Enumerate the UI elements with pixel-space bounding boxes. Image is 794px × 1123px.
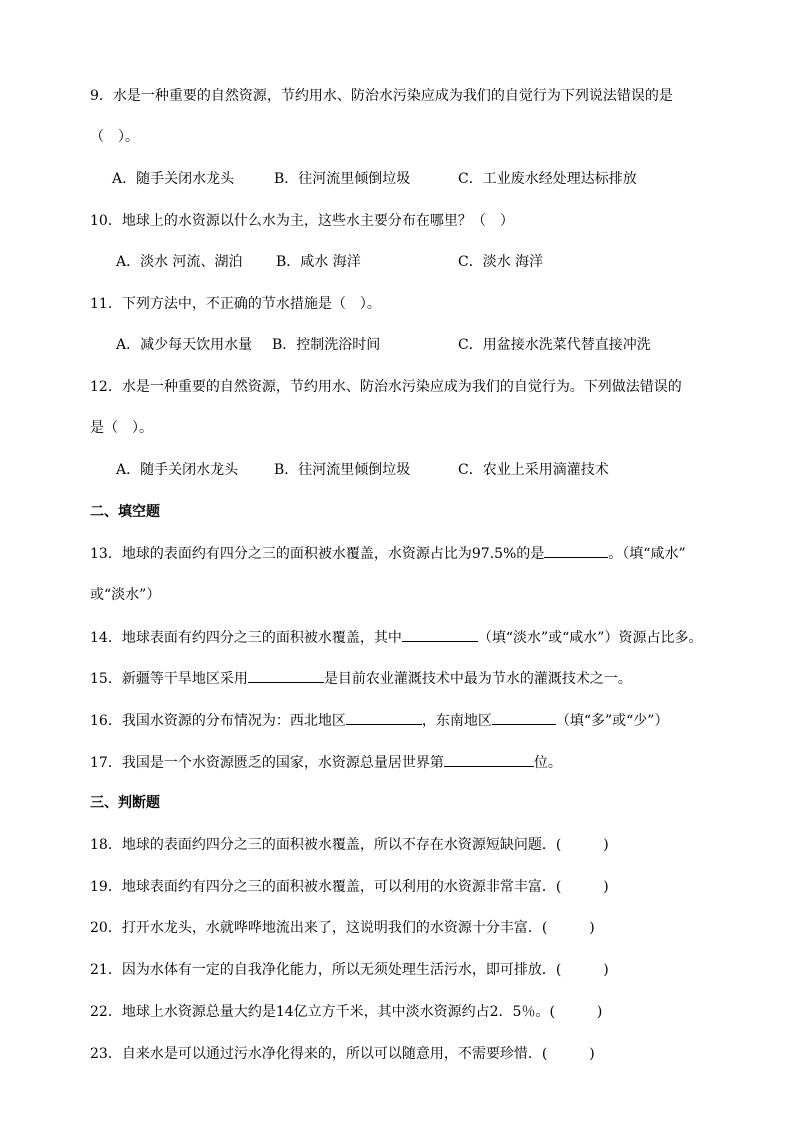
question-11-text: 11．下列方法中，不正确的节水措施是（ ）。 (90, 296, 381, 312)
question-9-text-cont: （ ）。 (90, 129, 139, 145)
answer-blank-southeast[interactable] (492, 710, 556, 725)
question-14-suffix: （填“淡水”或“咸水”）资源占比多。 (477, 630, 703, 646)
option-c: C．工业废水经处理达标排放 (458, 171, 637, 187)
question-22-text: 22．地球上水资源总量大约是14亿立方千米，其中淡水资源约占2．5％。( ) (90, 1004, 603, 1020)
answer-blank[interactable] (444, 752, 534, 767)
option-a: A．随手关闭水龙头 (116, 462, 239, 478)
option-c: C．用盆接水洗菜代替直接冲洗 (458, 337, 651, 353)
question-13-prefix: 13．地球的表面约有四分之三的面积被水覆盖，水资源占比为97.5%的是 (90, 546, 545, 562)
question-19-text: 19．地球表面约有四分之三的面积被水覆盖，可以利用的水资源非常丰富．( ) (90, 879, 609, 895)
section-heading-fill-in: 二、填空题 (90, 504, 160, 520)
answer-blank-northwest[interactable] (346, 710, 422, 725)
option-b: B．控制洗浴时间 (272, 337, 381, 353)
question-21-text: 21．因为水体有一定的自我净化能力，所以无须处理生活污水，即可排放．( ) (90, 962, 609, 978)
question-17-text (90, 752, 562, 773)
option-c: C．淡水 海洋 (458, 254, 544, 270)
option-a: A．随手关闭水龙头 (112, 171, 235, 187)
question-16-prefix: 16．我国水资源的分布情况为：西北地区 (90, 713, 346, 729)
question-14-text (90, 627, 702, 648)
option-a: A．减少每天饮用水量 (116, 337, 253, 353)
question-15-suffix: 是目前农业灌溉技术中最为节水的灌溉技术之一。 (323, 671, 632, 687)
question-16-text (90, 710, 668, 731)
question-12-text: 12．水是一种重要的自然资源，节约用水、防治水污染应成为我们的自觉行为。下列做法错误的 (90, 379, 682, 395)
question-12-text-cont: 是（ ）。 (90, 420, 153, 436)
question-15-prefix: 15．新疆等干旱地区采用 (90, 671, 248, 687)
question-9-text: 9．水是一种重要的自然资源，节约用水、防治水污染应成为我们的自觉行为下列说法错误的是 (90, 88, 673, 104)
question-18-text: 18．地球的表面约四分之三的面积被水覆盖，所以不存在水资源短缺问题．( ) (90, 837, 609, 853)
question-14-prefix: 14．地球表面有约四分之三的面积被水覆盖，其中 (90, 630, 402, 646)
question-16-middle: ，东南地区 (421, 713, 492, 729)
question-23-text: 23．自来水是可以通过污水净化得来的，所以可以随意用，不需要珍惜．( ) (90, 1046, 595, 1062)
option-b: B．咸水 海洋 (276, 254, 361, 270)
option-c: C．农业上采用滴灌技术 (458, 462, 609, 478)
question-10-text: 10．地球上的水资源以什么水为主，这些水主要分布在哪里？（ ） (90, 213, 514, 229)
option-a: A．淡水 河流、湖泊 (116, 254, 243, 270)
question-16-suffix: （填“多”或“少”） (555, 713, 669, 729)
answer-blank[interactable] (402, 627, 478, 642)
answer-blank[interactable] (248, 668, 324, 683)
question-15-text (90, 668, 632, 689)
question-13-suffix: 。（填“咸水” (608, 546, 686, 562)
question-17-prefix: 17．我国是一个水资源匮乏的国家，水资源总量居世界第 (90, 755, 444, 771)
option-b: B．往河流里倾倒垃圾 (274, 462, 411, 478)
question-13-text (90, 543, 686, 564)
question-13-text-cont: 或“淡水”） (90, 587, 161, 603)
question-20-text: 20．打开水龙头，水就哗哗地流出来了，这说明我们的水资源十分丰富．( ) (90, 920, 595, 936)
question-17-suffix: 位。 (533, 755, 562, 771)
answer-blank[interactable] (544, 543, 608, 558)
section-heading-true-false: 三、判断题 (90, 795, 160, 811)
option-b: B．往河流里倾倒垃圾 (274, 171, 411, 187)
